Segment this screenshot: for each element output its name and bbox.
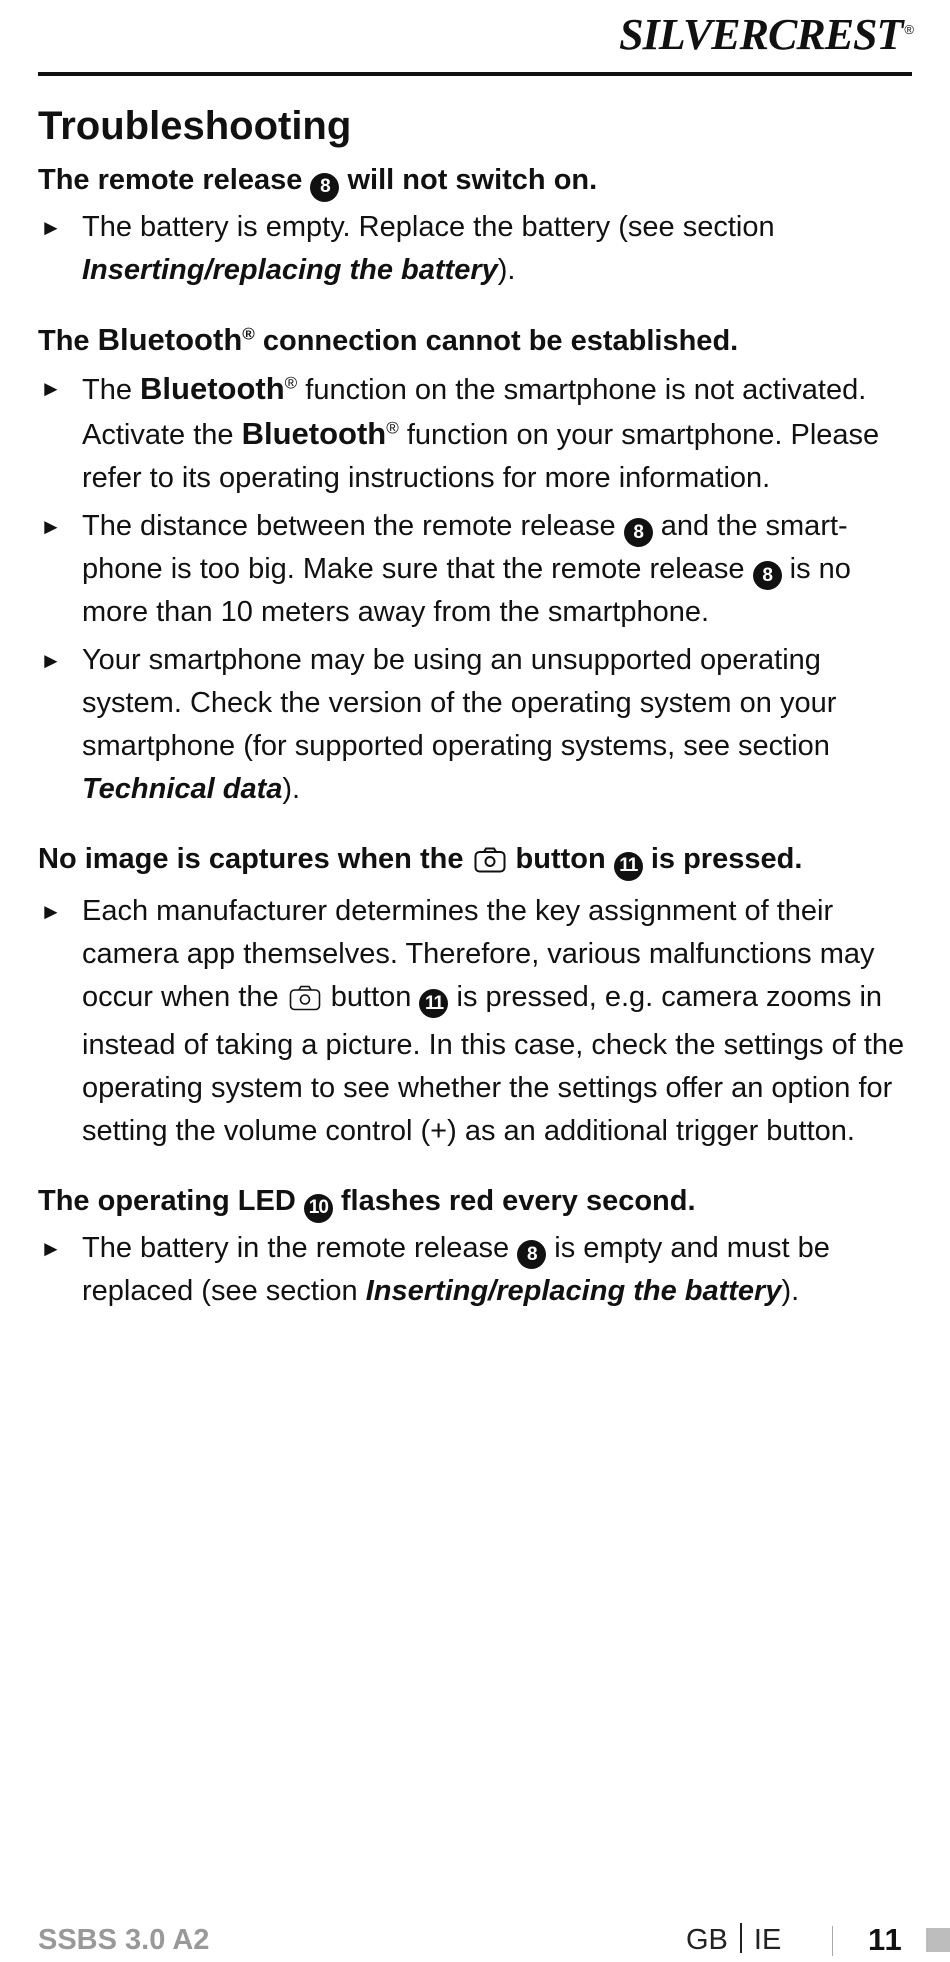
triangle-right-icon: ► [40, 215, 62, 240]
camera-button-icon [474, 842, 506, 886]
section-no-image-captured [38, 837, 912, 1153]
brand-name: SILVERCREST [619, 10, 903, 59]
triangle-right-icon: ► [40, 376, 62, 401]
region-codes [686, 1922, 781, 1958]
section-reference: Inserting/replacing the battery [82, 254, 498, 286]
list-item: ► The Bluetooth® function on the smartphone is not activated. Activate the Bluetooth® function on your smartphone. Please refer to its operating instructions for more information. [38, 367, 912, 500]
registered-mark: ® [242, 324, 255, 344]
registered-mark: ® [284, 373, 298, 393]
brand-registered-mark: ® [904, 22, 914, 37]
section-heading: The remote release 8 will not switch on. [38, 158, 912, 202]
page-marker-square [926, 1928, 950, 1952]
page-number: 11 [868, 1922, 903, 1957]
section-led-flashes-red [38, 1179, 912, 1313]
list-item: ► The battery in the remote release 8 is empty and must be replaced (see section Inserting/replacing the battery). [38, 1227, 912, 1313]
list-item: ► The battery is empty. Replace the battery (see section Inserting/replacing the battery). [38, 206, 912, 292]
camera-button-icon [289, 981, 321, 1024]
header-rule [38, 72, 912, 76]
button-ref-badge: 11 [419, 989, 448, 1018]
region-gb: GB [686, 1924, 728, 1956]
page-content [38, 98, 912, 1339]
section-reference: Inserting/replacing the battery [365, 1275, 782, 1307]
section-reference: Technical data [82, 773, 283, 805]
button-ref-badge: 11 [614, 852, 643, 881]
brand-logo [619, 4, 914, 66]
registered-mark: ® [386, 418, 399, 438]
region-divider [740, 1923, 742, 1953]
section-heading: The operating LED 10 flashes red every second. [38, 1179, 912, 1223]
led-ref-badge: 10 [304, 1194, 333, 1223]
section-remote-not-switching-on [38, 158, 912, 292]
region-ie: IE [753, 1924, 782, 1956]
list-item: ► Your smartphone may be using an unsupported operating system. Check the version of the operating system on your smartphone (for supported operating systems, see section Technical data). [38, 639, 912, 811]
section-heading: The Bluetooth® connection cannot be established. [38, 322, 739, 357]
section-heading: No image is captures when the button 11 is pressed. [38, 837, 912, 886]
footer-divider [832, 1926, 833, 1956]
triangle-right-icon: ► [40, 899, 62, 924]
triangle-right-icon: ► [40, 1236, 62, 1261]
bluetooth-wordmark: Bluetooth [241, 416, 387, 451]
remote-release-ref-badge: 8 [310, 173, 339, 202]
list-item: ► The distance between the remote release 8 and the smart-phone is too big. Make sure that the remote release 8 is no more than 10 meters away from the smartphone. [38, 505, 912, 634]
bluetooth-wordmark: Bluetooth [140, 371, 285, 406]
triangle-right-icon: ► [40, 514, 62, 539]
page-title: Troubleshooting [38, 104, 352, 148]
page-footer [38, 1922, 912, 1958]
triangle-right-icon: ► [40, 648, 62, 673]
bluetooth-wordmark: Bluetooth [97, 322, 243, 357]
remote-release-ref-badge: 8 [753, 561, 782, 590]
list-item: ► Each manufacturer determines the key assignment of their camera app themselves. Therefore, various malfunctions may occur when the button 11 is pressed, e.g. camera zooms in instead of taking a picture. In this case, check the settings of the operating system to see whether the settings offer an option for setting the volume control (+) as an additional trigger button. [38, 890, 912, 1153]
section-bluetooth-connection [38, 318, 912, 811]
remote-release-ref-badge: 8 [624, 518, 653, 547]
remote-release-ref-badge: 8 [517, 1240, 546, 1269]
model-number: SSBS 3.0 A2 [38, 1924, 210, 1956]
